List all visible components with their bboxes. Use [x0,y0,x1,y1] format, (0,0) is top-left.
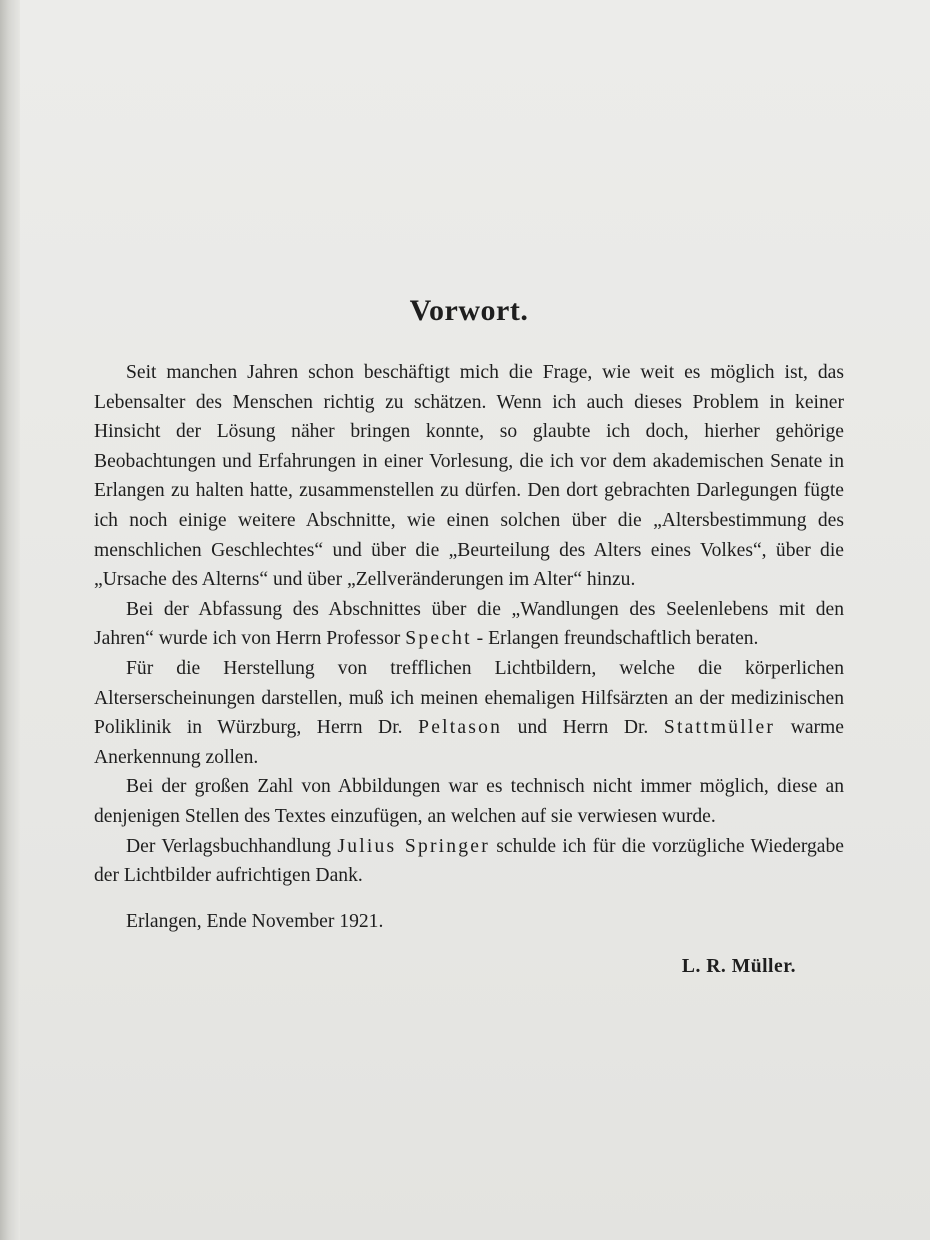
preface-text-block [94,290,844,982]
name-stattmueller: Stattmüller [663,717,776,739]
preface-paragraph-5: Der Verlagsbuchhandlung Julius Springer schulde ich für die vorzügliche Wiedergabe der Lichtbilder aufrichtigen Dank. [94,835,844,887]
place-and-date: Erlangen, Ende November 1921. [126,910,384,932]
name-julius-springer: Julius Springer [337,835,490,857]
name-specht: Specht [405,628,472,650]
preface-paragraph-4: Bei der großen Zahl von Abbildungen war es technisch nicht immer möglich, diese an denjenigen Stellen des Textes einzufügen, an welchen auf sie verwiesen wurde. [94,776,844,827]
preface-paragraph-3: Für die Herstellung von trefflichen Lichtbildern, welche die körperlichen Alterserscheinungen darstellen, muß ich meinen ehemaligen Hilfsärzten an der medizinischen Poliklinik in Würzburg, Herrn Dr. Peltason und Herrn Dr. Stattmüller warme Anerkennung zollen. [94,657,844,768]
preface-paragraph-1: Seit manchen Jahren schon beschäftigt mich die Frage, wie weit es möglich ist, das Lebensalter des Menschen richtig zu schätzen. Wenn ich auch dieses Problem in keiner Hinsicht der Lösung näher bringen konnte, so glaubte ich doch, hierher gehörige Beobachtungen und Erfahrungen in einer Vorlesung, die ich vor dem akademischen Senate in Erlangen zu halten hatte, zusammenstellen zu dürfen. Den dort gebrachten Darlegungen fügte ich noch einige weitere Abschnitte, wie einen solchen über die „Altersbestimmung des menschlichen Geschlechtes“ und über die „Beurteilung des Alters eines Volkes“, über die „Ursache des Alterns“ und über „Zellveränderungen im Alter“ hinzu. [94,362,844,591]
author-signature: L. R. Müller. [681,956,796,978]
name-peltason: Peltason [418,717,503,739]
preface-title: Vorwort. [409,294,529,327]
preface-paragraph-2: Bei der Abfassung des Abschnittes über die „Wandlungen des Seelenlebens mit den Jahren“ wurde ich von Herrn Professor Specht - Erlangen freundschaftlich beraten. [94,598,844,650]
page-binding-edge [0,0,20,1240]
